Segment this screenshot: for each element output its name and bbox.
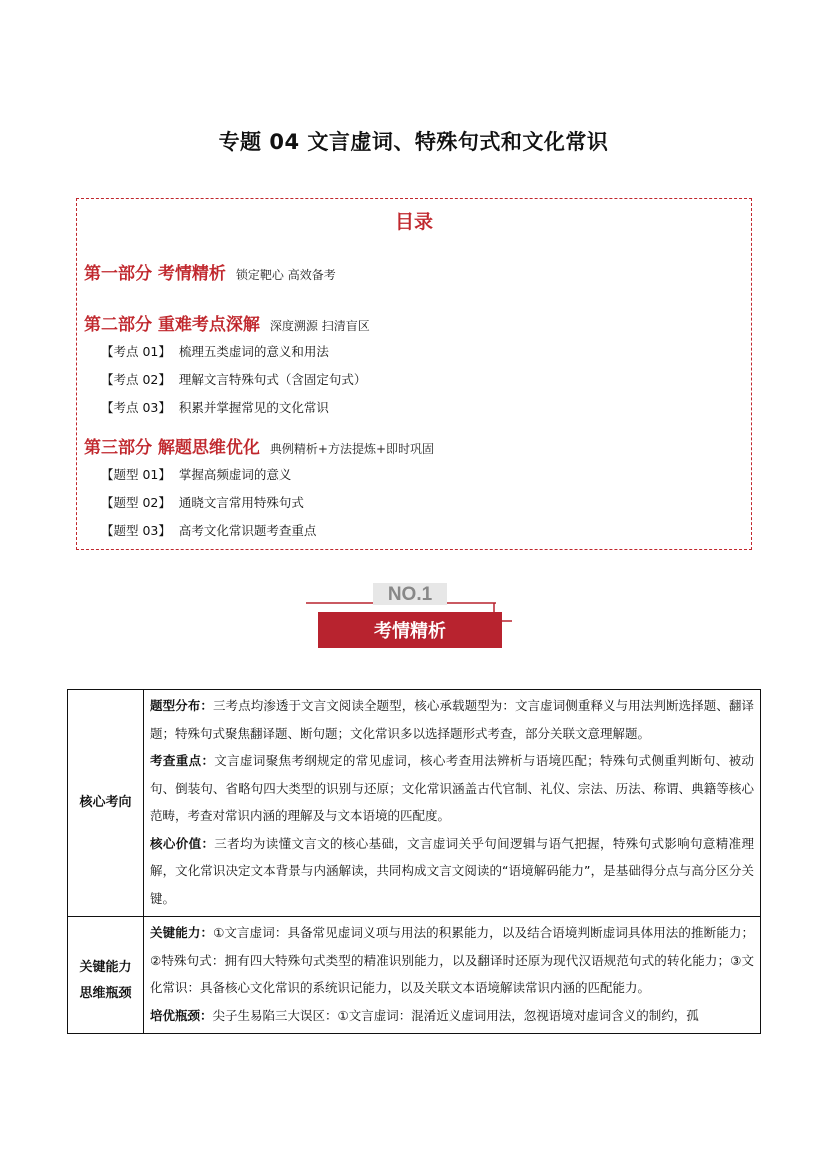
toc-item-tixing-02[interactable] bbox=[101, 493, 304, 511]
toc-item-kaodian-02[interactable] bbox=[101, 370, 366, 388]
paragraph-lead: 题型分布 bbox=[150, 698, 201, 713]
row-content bbox=[144, 690, 761, 917]
toc-part-2[interactable] bbox=[84, 310, 370, 335]
paragraph-text: 尖子生易陷三大误区：①文言虚词：混淆近义虚词用法，忽视语境对虚词含义的制约，孤 bbox=[212, 1007, 699, 1023]
toc-part-title: 第一部分 考情精析 bbox=[84, 264, 226, 284]
toc-part-3[interactable] bbox=[84, 433, 434, 458]
paragraph-text: 三者均为读懂文言文的核心基础，文言虚词关乎句间逻辑与语气把握，特殊句式影响句意精准理解，文化常识决定文本背景与内涵解读，共同构成文言文阅读的“语境解码能力”，是基础得分点与高分区分关键。 bbox=[150, 835, 754, 906]
section-banner bbox=[306, 579, 518, 651]
toc-item-tag: 【考点 02】 bbox=[101, 372, 171, 387]
toc-item-text: 高考文化常识题考查重点 bbox=[178, 523, 317, 538]
banner-number: NO.1 bbox=[387, 584, 433, 605]
toc-part-subtitle: 深度溯源 扫清盲区 bbox=[269, 319, 370, 333]
toc-part-subtitle: 锁定靶心 高效备考 bbox=[235, 268, 336, 282]
table-row bbox=[68, 917, 761, 1034]
row-label bbox=[68, 917, 144, 1034]
paragraph-text: ①文言虚词：具备常见虚词义项与用法的积累能力，以及结合语境判断虚词具体用法的推断能力；②特殊句式：拥有四大特殊句式类型的精准识别能力，以及翻译时还原为现代汉语规范句式的转化能力；③文化常识：具备核心文化常识的系统识记能力，以及关联文本语境解读常识内涵的匹配能力。 bbox=[150, 925, 754, 995]
toc-item-tixing-03[interactable] bbox=[101, 521, 316, 539]
paragraph-lead: 考查重点 bbox=[150, 753, 202, 768]
toc-heading: 目录 bbox=[394, 211, 433, 233]
row-label: 核心考向 bbox=[68, 690, 144, 917]
content-paragraph: 考查重点：文言虚词聚焦考纲规定的常见虚词，核心考查用法辨析与语境匹配；特殊句式侧重判断句、被动句、倒装句、省略句四大类型的识别与还原；文化常识涵盖古代官制、礼仪、宗法、历法、称谓、典籍等核心范畴，考查对常识内涵的理解及与文本语境的匹配度。 bbox=[150, 753, 754, 823]
toc-item-tag: 【考点 01】 bbox=[101, 344, 171, 359]
toc-item-tixing-01[interactable] bbox=[101, 465, 291, 483]
content-paragraph: 关键能力：①文言虚词：具备常见虚词义项与用法的积累能力，以及结合语境判断虚词具体用法的推断能力；②特殊句式：拥有四大特殊句式类型的精准识别能力，以及翻译时还原为现代汉语规范句式的转化能力；③文化常识：具备核心文化常识的系统识记能力，以及关联文本语境解读常识内涵的匹配能力。 bbox=[150, 925, 754, 995]
toc-item-text: 梳理五类虚词的意义和用法 bbox=[178, 344, 329, 359]
toc-box bbox=[76, 198, 752, 550]
toc-item-tag: 【考点 03】 bbox=[101, 400, 171, 415]
toc-item-kaodian-01[interactable] bbox=[101, 342, 329, 360]
toc-item-text: 积累并掌握常见的文化常识 bbox=[178, 400, 329, 415]
table-row bbox=[68, 690, 761, 917]
toc-item-text: 通晓文言常用特殊句式 bbox=[178, 495, 304, 510]
paragraph-text: 文言虚词聚焦考纲规定的常见虚词，核心考查用法辨析与语境匹配；特殊句式侧重判断句、被动句、倒装句、省略句四大类型的识别与还原；文化常识涵盖古代官制、礼仪、宗法、历法、称谓、典籍等核心范畴，考查对常识内涵的理解及与文本语境的匹配度。 bbox=[150, 753, 754, 823]
row-label-line: 思维瓶颈 bbox=[79, 986, 132, 1001]
toc-part-title: 第二部分 重难考点深解 bbox=[84, 315, 260, 335]
toc-item-tag: 【题型 03】 bbox=[101, 523, 171, 538]
toc-item-tag: 【题型 01】 bbox=[101, 467, 171, 482]
paragraph-lead: 核心价值 bbox=[150, 835, 202, 851]
info-table bbox=[67, 689, 761, 1034]
content-paragraph: 题型分布：三考点均渗透于文言文阅读全题型，核心承载题型为：文言虚词侧重释义与用法判断选择题、翻译题；特殊句式聚焦翻译题、断句题；文化常识多以选择题形式考查，部分关联文意理解题。 bbox=[150, 698, 754, 741]
paragraph-lead: 关键能力 bbox=[150, 925, 201, 940]
content-paragraph: 核心价值：三者均为读懂文言文的核心基础，文言虚词关乎句间逻辑与语气把握，特殊句式影响句意精准理解，文化常识决定文本背景与内涵解读，共同构成文言文阅读的“语境解码能力”，是基础得分点与高分区分关键。 bbox=[150, 835, 754, 906]
paragraph-text: 三考点均渗透于文言文阅读全题型，核心承载题型为：文言虚词侧重释义与用法判断选择题、翻译题；特殊句式聚焦翻译题、断句题；文化常识多以选择题形式考查，部分关联文意理解题。 bbox=[150, 698, 754, 741]
toc-part-1[interactable] bbox=[84, 259, 336, 284]
toc-item-text: 掌握高频虚词的意义 bbox=[178, 467, 292, 482]
toc-item-kaodian-03[interactable] bbox=[101, 398, 329, 416]
document-title: 专题 04 文言虚词、特殊句式和文化常识 bbox=[218, 130, 609, 154]
toc-item-tag: 【题型 02】 bbox=[101, 495, 171, 510]
toc-item-text: 理解文言特殊句式（含固定句式） bbox=[178, 372, 367, 387]
row-label-line: 关键能力 bbox=[79, 960, 132, 975]
toc-part-title: 第三部分 解题思维优化 bbox=[84, 438, 260, 458]
content-paragraph: 培优瓶颈：尖子生易陷三大误区：①文言虚词：混淆近义虚词用法，忽视语境对虚词含义的制约，孤 bbox=[150, 1007, 699, 1023]
paragraph-lead: 培优瓶颈 bbox=[150, 1007, 201, 1023]
banner-label: 考情精析 bbox=[374, 621, 446, 642]
row-content bbox=[144, 917, 761, 1034]
toc-part-subtitle: 典例精析+方法提炼+即时巩固 bbox=[269, 442, 435, 456]
